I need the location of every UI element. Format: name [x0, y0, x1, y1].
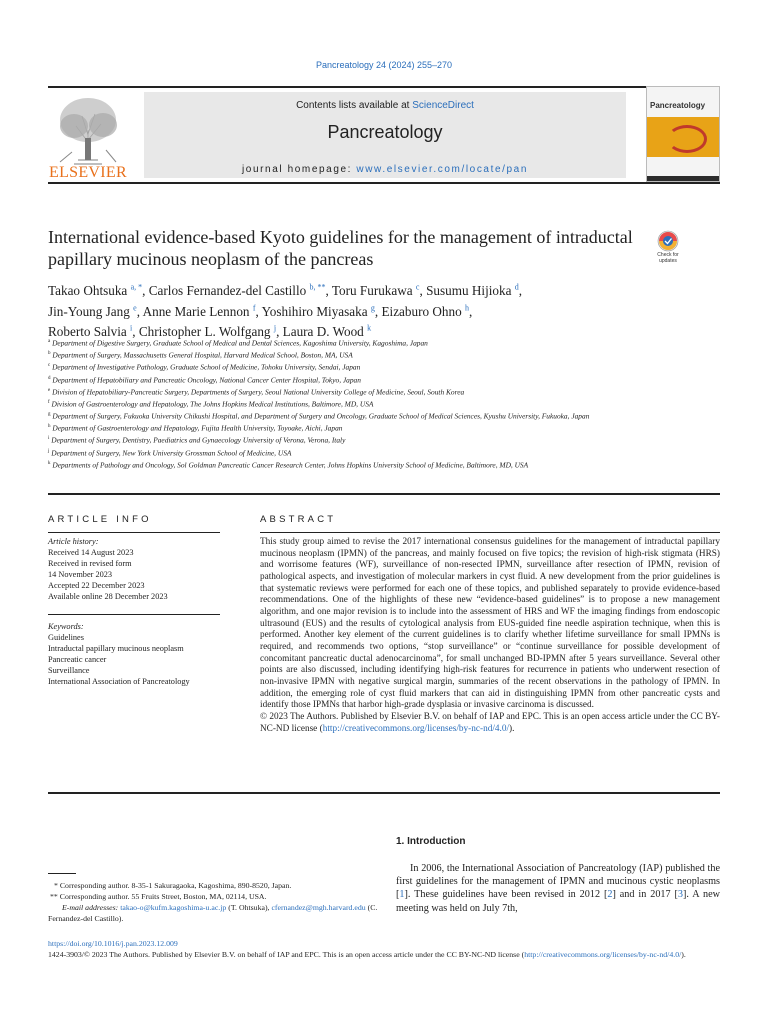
affiliation-letter: j [48, 448, 50, 454]
affiliation-text: Department of Surgery, Fukuoka University Chikushi Hospital, and Department of Surgery and Oncology, Graduate School of Medical Sciences, Kyushu University, Fukuoka, Japan [52, 411, 590, 421]
corresponding-author-2: ** Corresponding author. 55 Fruits Street, Boston, MA, 02114, USA. [50, 892, 267, 901]
author-name: Anne Marie Lennon [142, 303, 250, 319]
article-info-heading: ARTICLE INFO [48, 514, 152, 525]
author-separator: , [419, 283, 427, 299]
author-separator: , [136, 303, 143, 319]
contents-line [144, 100, 626, 111]
author-affiliation-ref[interactable]: j [273, 323, 277, 333]
abstract-copyright: © 2023 The Authors. Published by Elsevier B.V. on behalf of IAP and EPC. This is an open access article under the CC BY-NC-ND license ( [260, 711, 720, 734]
author-affiliation-ref[interactable]: a, * [130, 283, 143, 292]
homepage-prefix: journal homepage: [241, 164, 357, 175]
affiliation [48, 459, 688, 471]
history-label: Article history: [48, 537, 99, 546]
author-affiliation-ref[interactable]: c [415, 283, 420, 292]
keyword: International Association of Pancreatology [48, 677, 190, 687]
affiliation [48, 349, 688, 361]
affiliation [48, 337, 688, 349]
abstract-rule [260, 532, 720, 533]
cover-title: Pancreatology [650, 101, 706, 110]
author [381, 304, 472, 319]
email-owner: (T. Ohtsuka), [226, 903, 272, 912]
page-footer [48, 938, 720, 960]
intro-text-segment: In 2006, the International Association of Pancreatology (IAP) published the first guidelines for the management of IPMN and mucinous cystic neoplasms [ [396, 863, 720, 901]
author-separator: , [518, 283, 523, 299]
author-affiliation-ref[interactable]: k [367, 323, 372, 333]
keywords-rule [48, 614, 220, 615]
affiliation-letter: d [48, 375, 51, 381]
affiliation-text: Division of Hepatobiliary-Pancreatic Surgery, Departments of Surgery, Seoul National University College of Medicine, Seoul, South Korea [52, 387, 465, 397]
footnotes [48, 880, 378, 924]
affiliation-letter: k [48, 460, 51, 466]
article-info-rule [48, 532, 220, 533]
affiliation-letter: b [48, 351, 51, 357]
history-item: Available online 28 December 2023 [48, 592, 168, 602]
author-affiliation-ref[interactable]: f [252, 303, 256, 313]
citation-ref[interactable]: 1 [399, 889, 405, 901]
author-affiliation-ref[interactable]: e [133, 303, 137, 313]
email-link-fernandez[interactable]: cfernandez@mgh.harvard.edu [271, 903, 366, 912]
corresponding-author-1: * Corresponding author. 8-35-1 Sakuragaoka, Kagoshima, 890-8520, Japan. [54, 881, 292, 890]
intro-text-segment: ]. A new meeting was held on July 7th, [396, 889, 720, 914]
author-name: Susumu Hijioka [426, 283, 512, 299]
email-link-ohtsuka[interactable]: takao-o@kufm.kagoshima-u.ac.jp [120, 903, 227, 912]
check-for-updates-badge[interactable] [648, 230, 688, 270]
introduction-paragraph [396, 862, 720, 915]
author [143, 304, 262, 319]
email-owner: (C. Fernandez-del Castillo). [48, 903, 378, 923]
article-history [48, 536, 220, 603]
citation-ref[interactable]: 3 [677, 889, 684, 901]
affiliation-text: Department of Surgery, Massachusetts General Hospital, Harvard Medical School, Boston, MA, USA [52, 350, 353, 360]
sciencedirect-link[interactable]: ScienceDirect [412, 100, 474, 111]
author [262, 304, 382, 319]
author-affiliation-ref[interactable]: b, ** [309, 283, 326, 292]
affiliation-text: Department of Digestive Surgery, Graduate School of Medical and Dental Sciences, Kagoshima University, Kagoshima, Japan [52, 338, 428, 348]
check-updates-label: Check for updates [657, 252, 679, 264]
author-name: Jin-Young Jang [48, 303, 130, 319]
author-separator: , [276, 324, 283, 340]
homepage-link[interactable]: www.elsevier.com/locate/pan [356, 164, 528, 175]
affiliation [48, 398, 688, 410]
history-item: Received 14 August 2023 [48, 548, 134, 558]
author [149, 283, 332, 298]
affiliation [48, 361, 688, 373]
affiliation-text: Department of Surgery, Dentistry, Paediatrics and Gynaecology University of Verona, Verona, Italy [51, 435, 346, 445]
affiliation-text: Departments of Pathology and Oncology, Sol Goldman Pancreatic Cancer Research Center, Johns Hopkins University School of Medicine, Baltimore, MD, USA [52, 460, 529, 470]
license-end: ). [681, 950, 686, 959]
author-name: Yoshihiro Miyasaka [261, 303, 368, 319]
intro-text-segment: ] and in 2017 [ [612, 889, 678, 901]
affiliation-letter: e [48, 387, 51, 393]
publisher-name: ELSEVIER [49, 164, 127, 181]
abstract-heading: ABSTRACT [260, 514, 337, 525]
header-bottom-rule [48, 182, 720, 184]
section-divider [48, 792, 720, 794]
abstract-copyright-end: ). [509, 723, 515, 734]
abstract-text: This study group aimed to revise the 2017 international consensus guidelines for the management of intraductal papillary mucinous neoplasm (IPMN) of the pancreas, and mainly focused on five topics; the revision of high-risk stigmata (HRS) and worrisome features (WF), surveillance of non-resected IPMN, surveillance after resection of IPMN, revision of pathological aspects, and investigation of molecular markers in cyst fluid. A new development from the prior guidelines is that systematic reviews were performed for each one of these topics, and published separately to provide evidence-based recommendations. One of the highlights of these new “evidence-based guidelines” is to propose a new management algorithm, and one major revision is to include into the assessment of HRS and WF the imaging findings from endoscopic ultrasound (EUS) and the results of cytological analysis from EUS-guided fine needle aspiration technique, when this is performed. Another key element of the current guidelines is to clarify whether lifetime surveillance for small IPMNs is required, and recommends two options, “stop surveillance” or “continue surveillance for possible development of concomitant pancreatic ductal adenocarcinoma”, for small unchanged BD-IPMN after 5 years surveillance. Several other points are also discussed, including identifying high-risk features for recurrence in patients who underwent resection of non-invasive IPMN with negative surgical margin, summaries of the recent observations in the pathology of IPMN. In addition, the emerging role of cyst fluid markers that can aid in distinguishing IPMN from other pancreatic cysts and identify those IPMNs that harbor high-grade dysplasia or invasive carcinoma is discussed. [260, 537, 720, 711]
journal-name: Pancreatology [327, 122, 443, 142]
check-updates-icon [648, 230, 688, 252]
article-title: International evidence-based Kyoto guidelines for the management of intraductal papillary mucinous neoplasm of the pancreas [48, 227, 633, 269]
affiliation-letter: g [48, 412, 51, 418]
keyword: Guidelines [48, 633, 84, 643]
keywords-label: Keywords: [48, 622, 84, 631]
author [48, 304, 143, 319]
affiliation [48, 434, 688, 446]
email-label: E-mail addresses: [62, 903, 121, 912]
history-item: 14 November 2023 [48, 570, 113, 580]
author-list [48, 279, 688, 340]
author-separator: , [325, 283, 332, 299]
journal-cover[interactable] [646, 86, 720, 182]
affiliation [48, 374, 688, 386]
affiliation-letter: h [48, 424, 51, 430]
author-name: Laura D. Wood [282, 324, 364, 340]
license-text: 1424-3903/© 2023 The Authors. Published by Elsevier B.V. on behalf of IAP and EPC. This is an open access article under the CC BY-NC-ND license ( [48, 950, 525, 959]
keyword: Surveillance [48, 666, 90, 676]
affiliation-letter: f [48, 399, 50, 405]
keyword: Intraductal papillary mucinous neoplasm [48, 644, 184, 654]
homepage-line [144, 164, 626, 175]
journal-info-box [144, 92, 626, 178]
abstract-license-link[interactable]: http://creativecommons.org/licenses/by-nc-nd/4.0/ [322, 723, 510, 734]
history-item: Accepted 22 December 2023 [48, 581, 145, 591]
author-separator: , [132, 324, 139, 340]
citation-ref[interactable]: 2 [607, 889, 613, 901]
author-name: Toru Furukawa [331, 283, 413, 299]
author-name: Eizaburo Ohno [381, 303, 462, 319]
section-divider [48, 493, 720, 495]
author-separator: , [142, 283, 149, 299]
doi-link[interactable]: https://doi.org/10.1016/j.pan.2023.12.009 [48, 939, 178, 948]
affiliation-letter: a [48, 339, 51, 344]
author-affiliation-ref[interactable]: d [514, 283, 519, 292]
author [426, 283, 522, 298]
affiliation-letter: i [48, 436, 50, 442]
author [332, 283, 426, 298]
affiliation-text: Department of Gastroenterology and Hepatology, Fujita Health University, Toyoake, Aichi, Japan [52, 423, 343, 433]
affiliation-text: Department of Surgery, New York University Grossman School of Medicine, USA [51, 448, 292, 458]
cover-footer-band [647, 176, 720, 181]
affiliation-text: Department of Hepatobiliary and Pancreatic Oncology, National Cancer Center Hospital, Tokyo, Japan [52, 374, 361, 384]
introduction-heading: 1. Introduction [396, 836, 466, 847]
affiliation [48, 447, 688, 459]
cover-swirl-graphic [667, 125, 707, 153]
affiliation [48, 410, 688, 422]
author-name: Takao Ohtsuka [48, 283, 128, 299]
footnote-rule [48, 873, 76, 874]
license-link[interactable]: http://creativecommons.org/licenses/by-nc-nd/4.0/ [524, 950, 682, 959]
journal-header [48, 86, 720, 184]
history-item: Received in revised form [48, 559, 132, 569]
contents-prefix: Contents lists available at [296, 100, 413, 111]
affiliation [48, 386, 688, 398]
author-separator: , [468, 303, 473, 319]
abstract-body [260, 537, 720, 735]
affiliation [48, 422, 688, 434]
author-affiliation-ref[interactable]: h [464, 303, 469, 313]
header-top-rule [48, 86, 720, 88]
affiliation-letter: c [48, 363, 51, 369]
author-separator: , [255, 303, 262, 319]
author-affiliation-ref[interactable]: g [370, 303, 375, 313]
affiliation-text: Division of Gastroenterology and Hepatology, The Johns Hopkins Medical Institutions, Baltimore, MD, USA [51, 399, 374, 409]
affiliation-list [48, 337, 688, 471]
intro-text-segment: ]. These guidelines have been revised in 2012 [ [404, 889, 608, 901]
author-affiliation-ref[interactable]: i [130, 323, 133, 333]
author-name: Christopher L. Wolfgang [138, 324, 271, 340]
author-name: Carlos Fernandez-del Castillo [148, 283, 307, 299]
keywords [48, 621, 220, 688]
affiliation-text: Department of Investigative Pathology, Graduate School of Medicine, Tohoku University, Sendai, Japan [52, 362, 361, 372]
author [48, 283, 149, 298]
author-separator: , [374, 303, 382, 319]
keyword: Pancreatic cancer [48, 655, 107, 665]
author-name: Roberto Salvia [48, 324, 127, 340]
journal-citation[interactable]: Pancreatology 24 (2024) 255–270 [315, 60, 453, 70]
